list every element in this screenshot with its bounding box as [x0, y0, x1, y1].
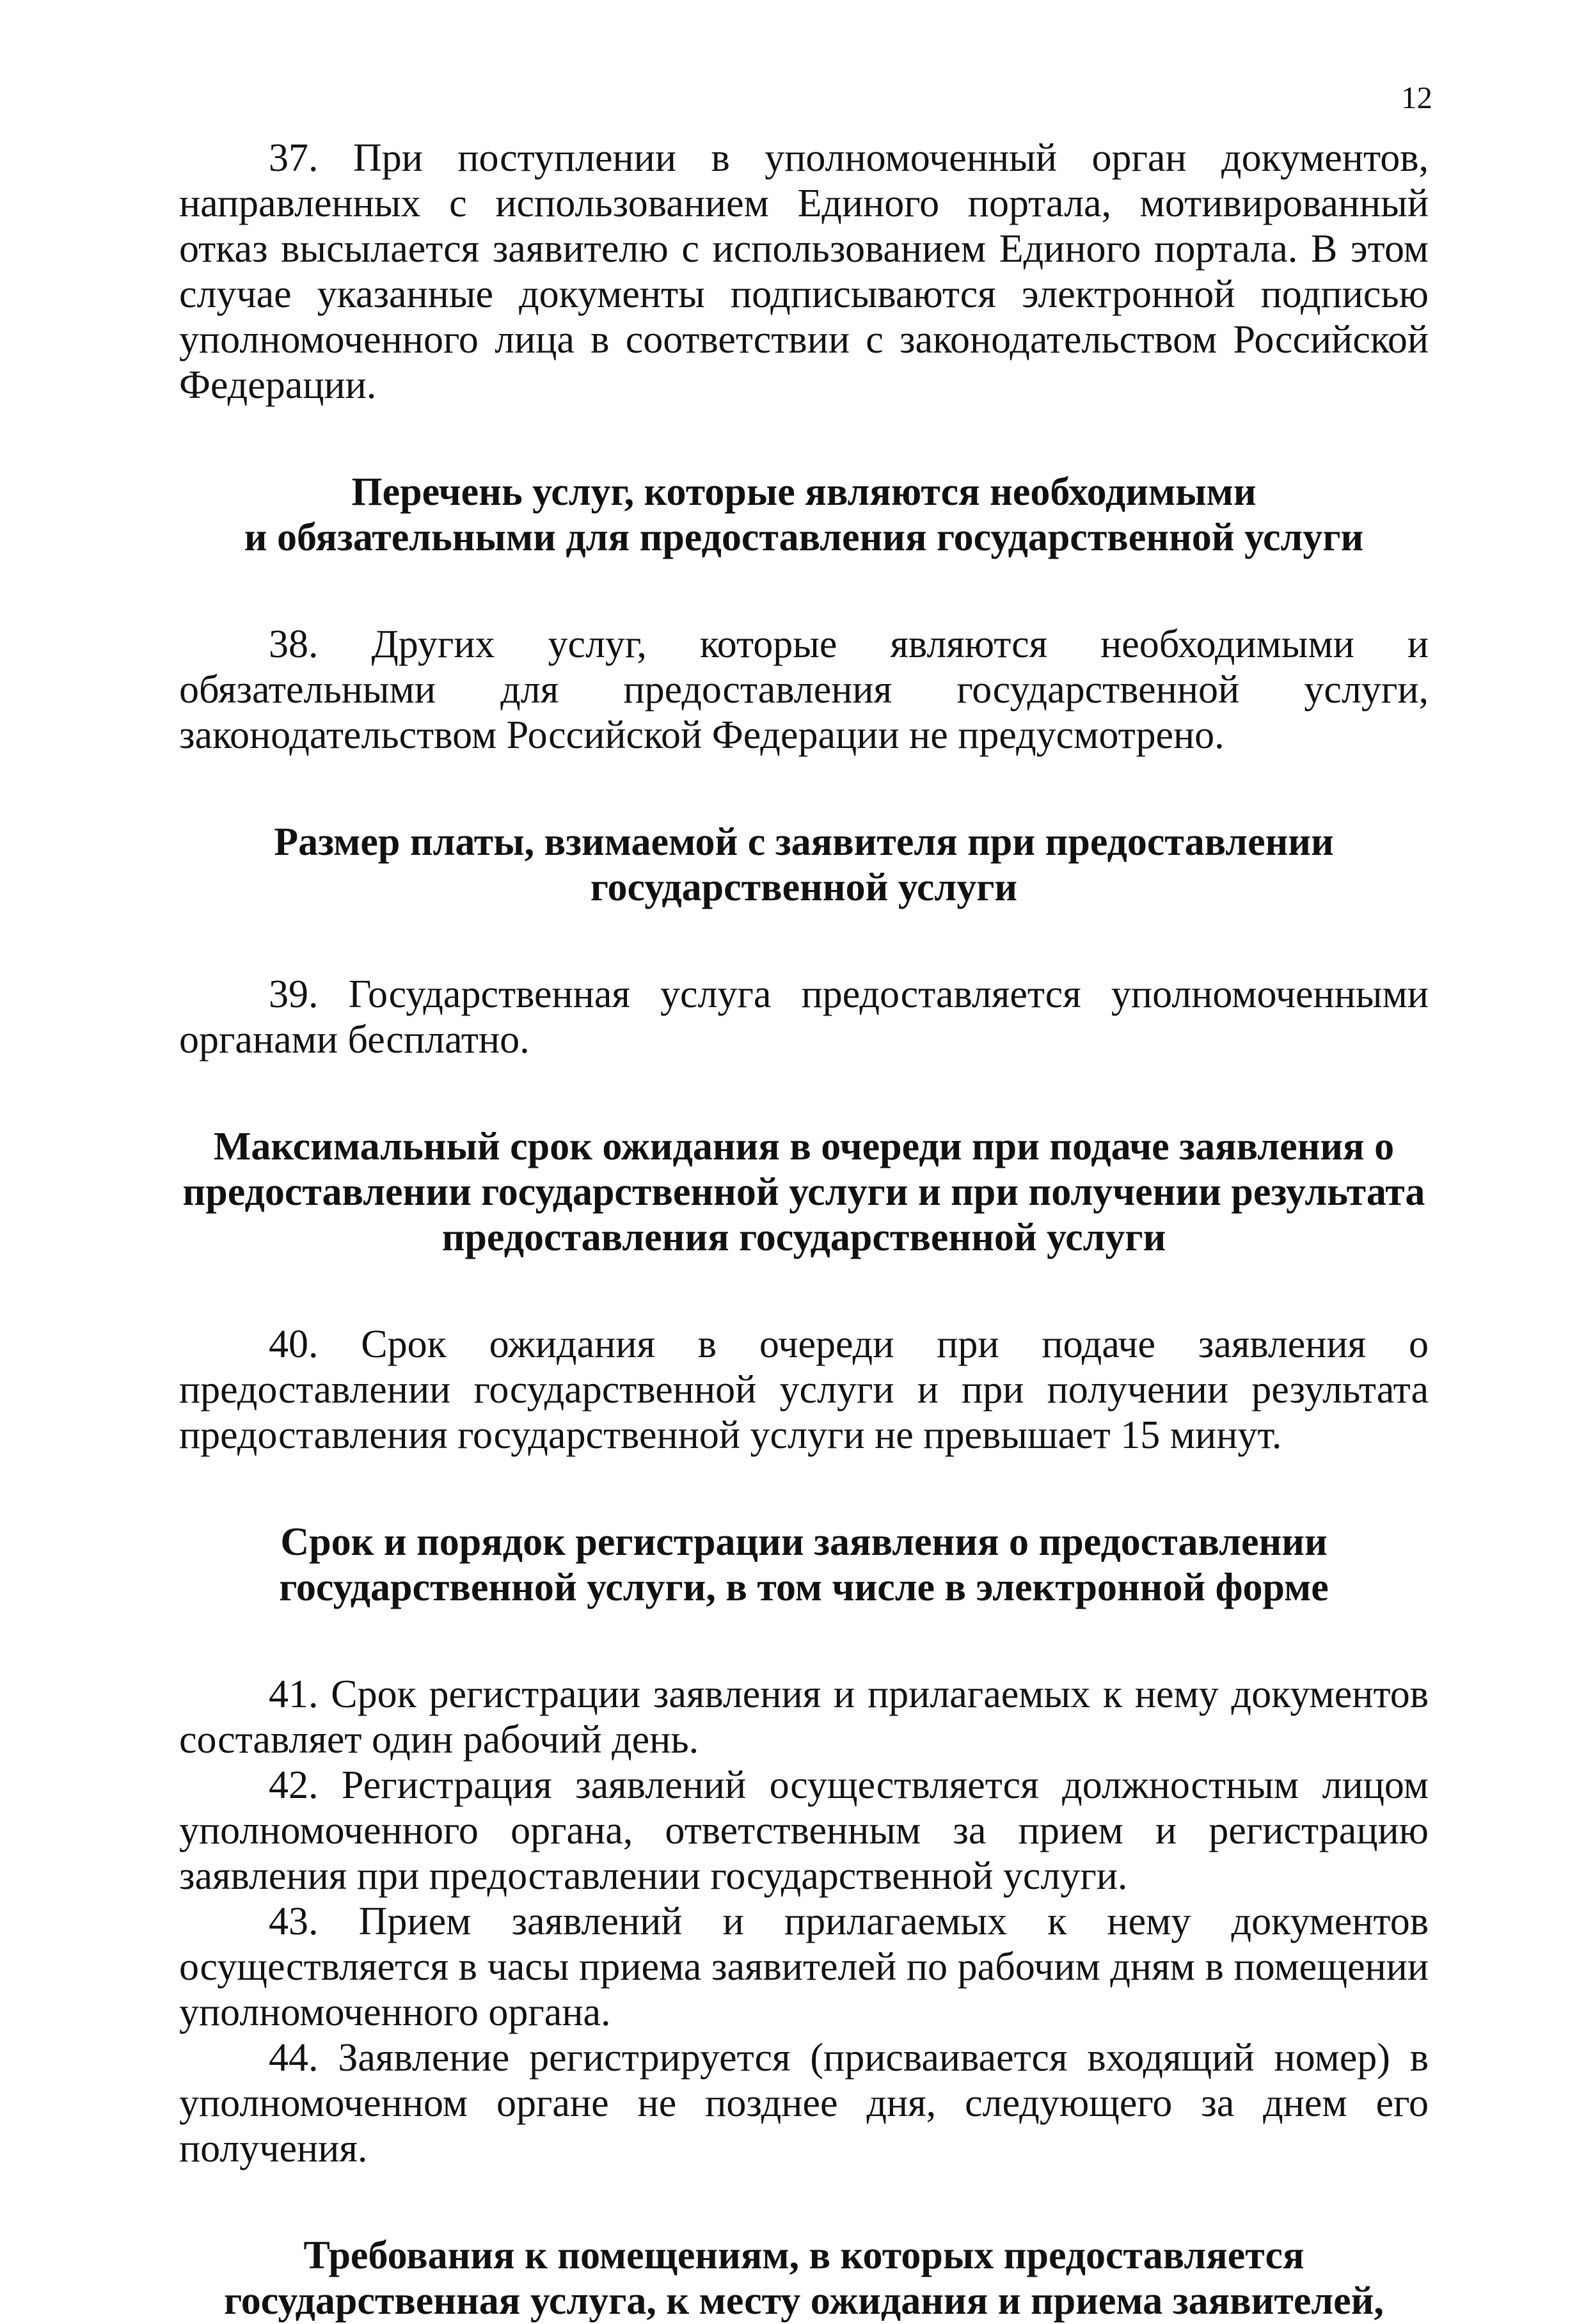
- heading-service-fee: [179, 820, 1429, 911]
- paragraph-41: 41. Срок регистрации заявления и прилагаемых к нему документов составляет один рабочий день.: [179, 1673, 1429, 1762]
- heading-line: предоставления государственной услуги: [441, 1216, 1166, 1259]
- paragraph-40: 40. Срок ожидания в очереди при подаче заявления о предоставлении государственной услуги и при получении результата предоставления государственной услуги не превышает 15 минут.: [179, 1323, 1429, 1457]
- heading-line: государственная услуга, к месту ожидания и приема заявителей,: [224, 2279, 1384, 2323]
- heading-premises-requirements: [179, 2233, 1429, 2324]
- heading-line: Срок и порядок регистрации заявления о предоставлении: [280, 1520, 1328, 1564]
- paragraph-38: 38. Других услуг, которые являются необходимыми и обязательными для предоставления государственной услуги, законодательством Российской Федерации не предусмотрено.: [179, 623, 1429, 757]
- heading-queue-waiting-time: [179, 1124, 1429, 1261]
- heading-line: Требования к помещениям, в которых предоставляется: [303, 2234, 1304, 2277]
- heading-registration-procedure: [179, 1520, 1429, 1611]
- heading-line: Максимальный срок ожидания в очереди при подаче заявления о: [213, 1125, 1395, 1168]
- page-number: 12: [1401, 80, 1432, 115]
- heading-line: предоставлении государственной услуги и при получении результата: [182, 1170, 1425, 1214]
- heading-line: Размер платы, взимаемой с заявителя при предоставлении: [274, 820, 1334, 864]
- document-body: [179, 136, 1429, 2324]
- paragraph-44: 44. Заявление регистрируется (присваивается входящий номер) в уполномоченном органе не позднее дня, следующего за днем его получения.: [179, 2036, 1429, 2170]
- paragraph-43: 43. Прием заявлений и прилагаемых к нему документов осуществляется в часы приема заявителей по рабочим дням в помещении уполномоченного органа.: [179, 1900, 1429, 2034]
- heading-line: Перечень услуг, которые являются необходимыми: [351, 470, 1257, 514]
- heading-related-services: [179, 470, 1429, 561]
- paragraph-37: 37. При поступлении в уполномоченный орган документов, направленных с использованием Единого портала, мотивированный отказ высылается заявителю с использованием Единого портала. В этом случае указанные документы подписываются электронной подписью уполномоченного лица в соответствии с законодательством Российской Федерации.: [179, 136, 1429, 407]
- heading-line: и обязательными для предоставления государственной услуги: [244, 516, 1364, 559]
- heading-line: государственной услуги, в том числе в электронной форме: [279, 1566, 1329, 1609]
- paragraph-42: 42. Регистрация заявлений осуществляется должностным лицом уполномоченного органа, ответственным за прием и регистрацию заявления при предоставлении государственной услуги.: [179, 1763, 1429, 1898]
- paragraph-39: 39. Государственная услуга предоставляется уполномоченными органами бесплатно.: [179, 973, 1429, 1062]
- heading-line: государственной услуги: [590, 866, 1018, 909]
